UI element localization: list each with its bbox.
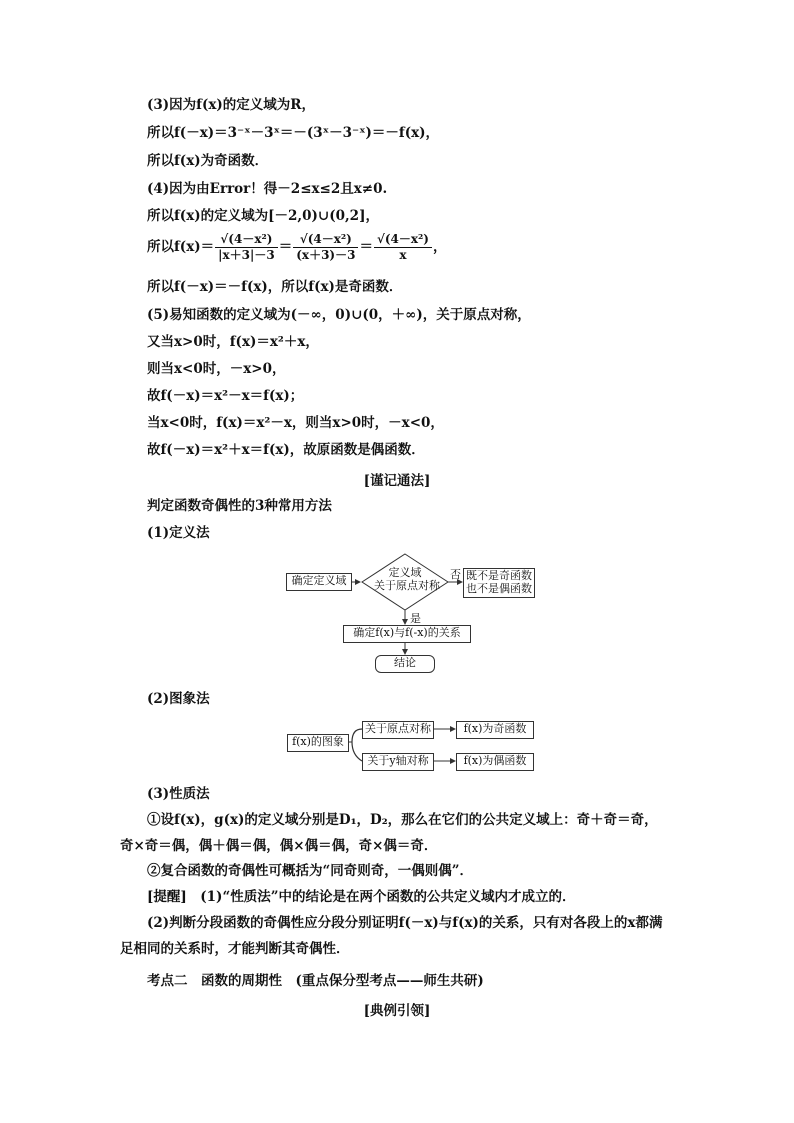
flow-decision-text	[374, 566, 440, 592]
frac-eq-2: ＝	[359, 239, 373, 255]
line-1: (3)因为f(x)的定义域为R，	[147, 97, 316, 113]
no-result-line-1: 既不是奇函数	[466, 569, 532, 582]
graph-result-2-box: f(x)为偶函数	[456, 753, 534, 771]
graph-branch-2-box: 关于y轴对称	[362, 753, 434, 771]
line-3: 所以f(x)为奇函数．	[147, 153, 269, 169]
fraction-2-den: (x＋3)－3	[296, 248, 356, 262]
frac-eq-1: ＝	[278, 239, 293, 255]
line-11: 故f(－x)＝x²－x＝f(x)；	[147, 388, 304, 404]
frac-prefix: 所以f(x)＝	[147, 239, 215, 255]
decision-line-1: 定义域	[388, 566, 422, 579]
fraction-1-den: |x＋3|－3	[218, 248, 275, 262]
line-14: 判定函数奇偶性的3种常用方法	[147, 498, 332, 514]
line-5: 所以f(x)的定义域为[－2,0)∪(0,2]，	[147, 208, 379, 224]
fraction-3-den: x	[399, 248, 407, 262]
flow-no-label: 否	[450, 568, 461, 581]
line-16: (2)图象法	[147, 691, 210, 707]
line-13: 故f(－x)＝x²＋x＝f(x)，故原函数是偶函数．	[147, 442, 425, 458]
fraction-3-num: √(4－x²)	[374, 232, 432, 248]
decision-line-2: 关于原点对称	[374, 579, 440, 592]
line-22: (2)判断分段函数的奇偶性应分段分别证明f(－x)与f(x)的关系，只有对各段上的x都满	[147, 915, 663, 931]
line-18: ①设f(x)，g(x)的定义域分别是D₁，D₂，那么在它们的公共定义域上：奇＋奇＝奇，	[147, 812, 658, 828]
line-21: [提醒] (1)“性质法”中的结论是在两个函数的公共定义域内才成立的．	[147, 889, 576, 905]
line-15: (1)定义法	[147, 525, 210, 541]
flow-no-result-box	[463, 568, 535, 598]
no-result-line-2: 也不是偶函数	[466, 582, 532, 595]
line-23: 足相同的关系时，才能判断其奇偶性．	[120, 941, 350, 957]
line-8: (5)易知函数的定义域为(－∞，0)∪(0，＋∞)，关于原点对称，	[147, 307, 531, 323]
heading-example: [典例引领]	[363, 1003, 431, 1019]
line-10: 则当x<0时，－x>0，	[147, 361, 286, 377]
graph-source-box: f(x)的图象	[287, 734, 349, 752]
line-4: (4)因为由Error！得－2≤x≤2且x≠0.	[147, 181, 388, 197]
line-19: 奇×奇＝偶，偶＋偶＝偶，偶×偶＝偶，奇×偶＝奇．	[120, 838, 438, 854]
flow-start-box: 确定定义域	[286, 573, 352, 591]
flow-yes-label: 是	[410, 612, 421, 625]
line-12: 当x<0时，f(x)＝x²－x，则当x>0时，－x<0，	[147, 415, 444, 431]
flow-step-box: 确定f(x)与f(-x)的关系	[343, 625, 471, 643]
line-9: 又当x>0时，f(x)＝x²＋x，	[147, 334, 319, 350]
flow-end-box: 结论	[375, 655, 435, 673]
graph-branch-1-box: 关于原点对称	[362, 721, 434, 739]
line-7: 所以f(－x)＝－f(x)，所以f(x)是奇函数．	[147, 279, 403, 295]
fraction-2-num: √(4－x²)	[293, 232, 358, 248]
line-20: ②复合函数的奇偶性可概括为“同奇则奇，一偶则偶”．	[147, 863, 474, 879]
line-17: (3)性质法	[147, 786, 210, 802]
line-2: 所以f(－x)＝3⁻ˣ－3ˣ＝－(3ˣ－3⁻ˣ)＝－f(x)，	[147, 125, 440, 141]
frac-postfix: ，	[432, 239, 447, 255]
heading-method: [谨记通法]	[363, 473, 431, 489]
line-24: 考点二 函数的周期性 (重点保分型考点——师生共研)	[147, 973, 484, 989]
fraction-1-num: √(4－x²)	[215, 232, 278, 248]
graph-result-1-box: f(x)为奇函数	[456, 721, 534, 739]
